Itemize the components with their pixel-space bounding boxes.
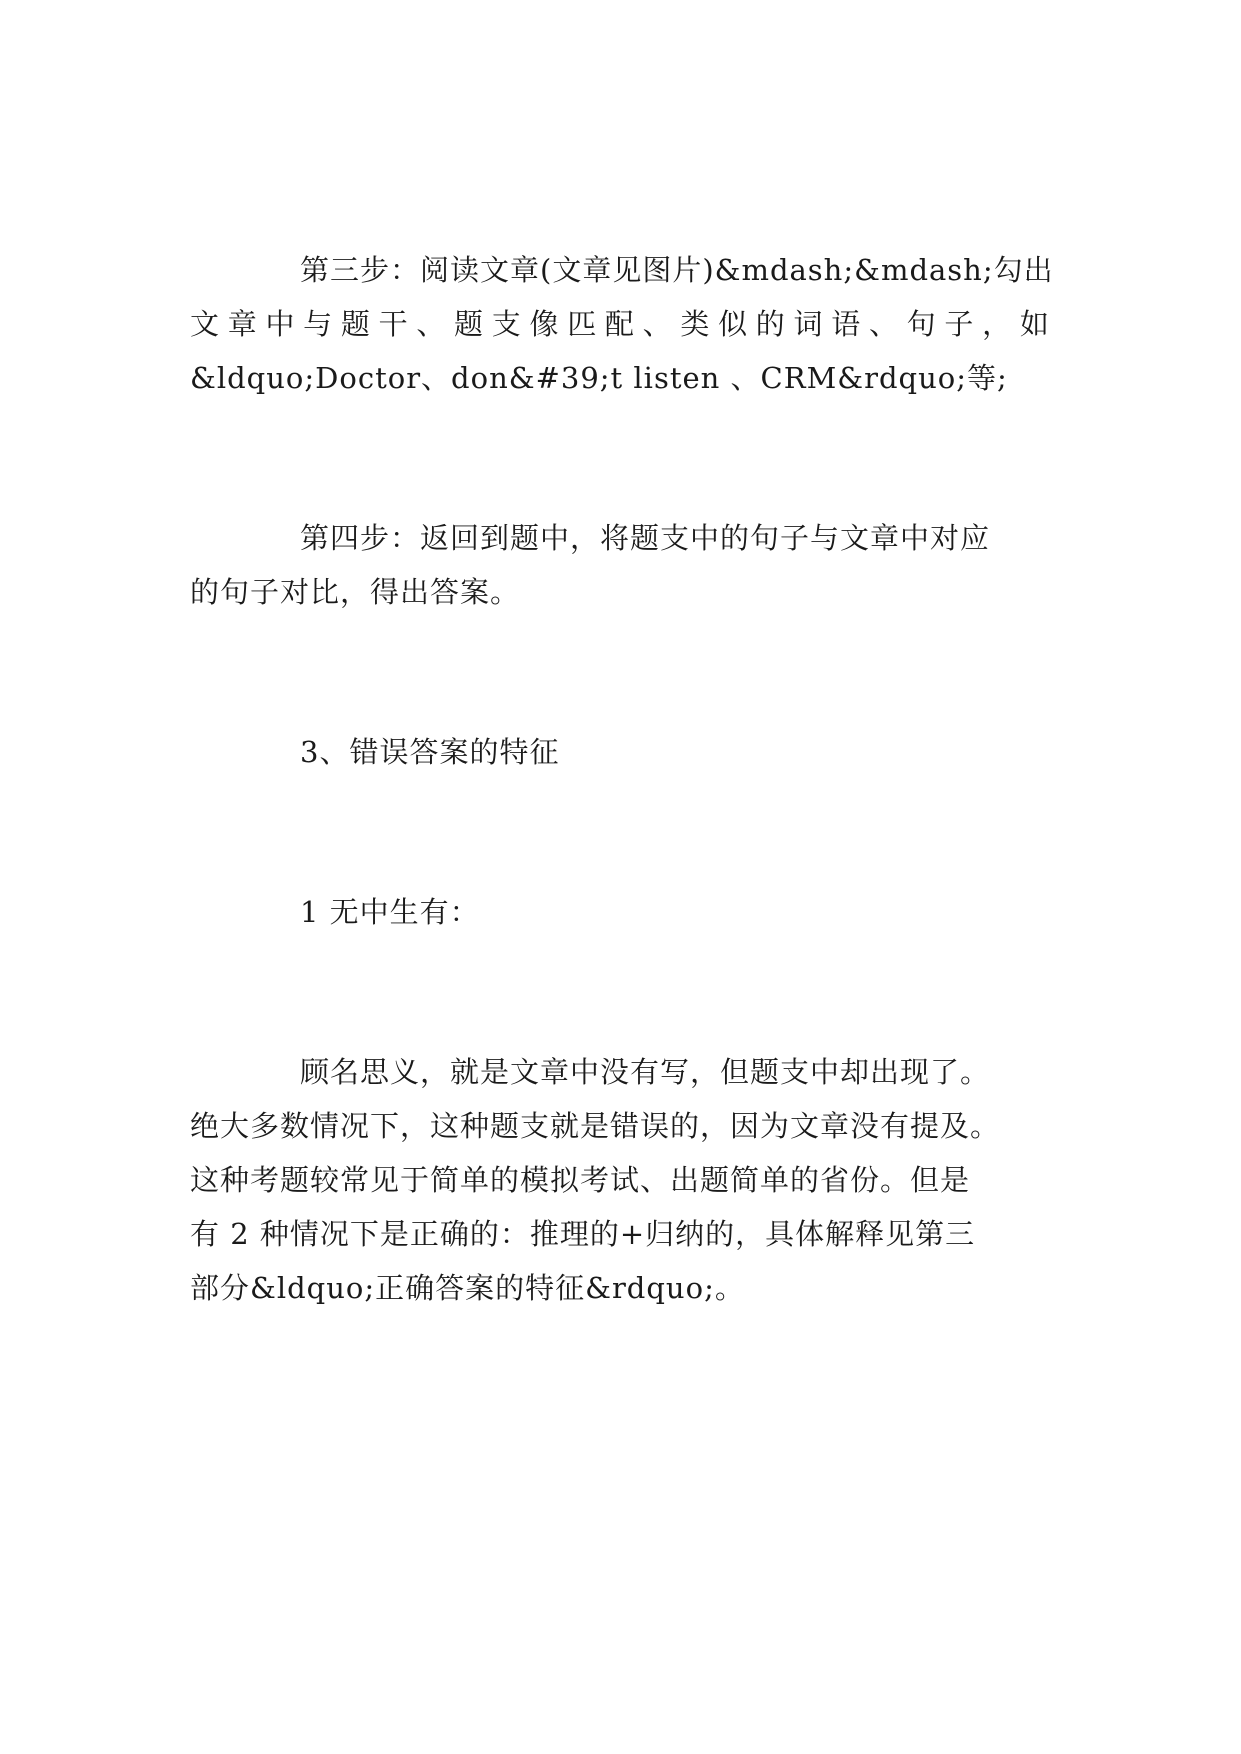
step4-line-1: 第四步：返回到题中，将题支中的句子与文章中对应 — [300, 521, 991, 555]
char: 、 — [868, 307, 899, 341]
char: 文 — [190, 307, 221, 341]
body-line-4: 有 2 种情况下是正确的：推理的+归纳的，具体解释见第三 — [190, 1217, 976, 1251]
char: 的 — [755, 307, 786, 341]
char: 似 — [718, 307, 749, 341]
char: 句 — [906, 307, 937, 341]
step3-line-2 — [190, 304, 1050, 344]
char: 中 — [265, 307, 296, 341]
char: 如 — [1019, 307, 1050, 341]
section-heading: 3、错误答案的特征 — [300, 735, 560, 769]
char: 匹 — [567, 307, 598, 341]
char: ， — [982, 307, 1013, 341]
char: 配 — [604, 307, 635, 341]
step3-line-3: &ldquo;Doctor、don&#39;t listen 、CRM&rdquo;等; — [190, 361, 1008, 395]
char: 像 — [529, 307, 560, 341]
char: 、 — [642, 307, 673, 341]
char: 类 — [680, 307, 711, 341]
body-line-2: 绝大多数情况下，这种题支就是错误的，因为文章没有提及。 — [190, 1109, 1001, 1143]
char: 词 — [793, 307, 824, 341]
char: 支 — [491, 307, 522, 341]
char: 章 — [227, 307, 258, 341]
body-line-5: 部分&ldquo;正确答案的特征&rdquo;。 — [190, 1271, 745, 1305]
char: 与 — [303, 307, 334, 341]
char: 题 — [340, 307, 371, 341]
char: 子 — [944, 307, 975, 341]
body-line-3: 这种考题较常见于简单的模拟考试、出题简单的省份。但是 — [190, 1163, 971, 1197]
char: 干 — [378, 307, 409, 341]
step4-line-2: 的句子对比，得出答案。 — [190, 575, 521, 609]
char: 语 — [831, 307, 862, 341]
char: 、 — [416, 307, 447, 341]
body-line-1: 顾名思义，就是文章中没有写，但题支中却出现了。 — [300, 1055, 991, 1089]
char: 题 — [454, 307, 485, 341]
step3-line-1: 第三步：阅读文章(文章见图片)&mdash;&mdash;勾出 — [300, 253, 1054, 287]
subsection-heading: 1 无中生有： — [300, 895, 480, 929]
